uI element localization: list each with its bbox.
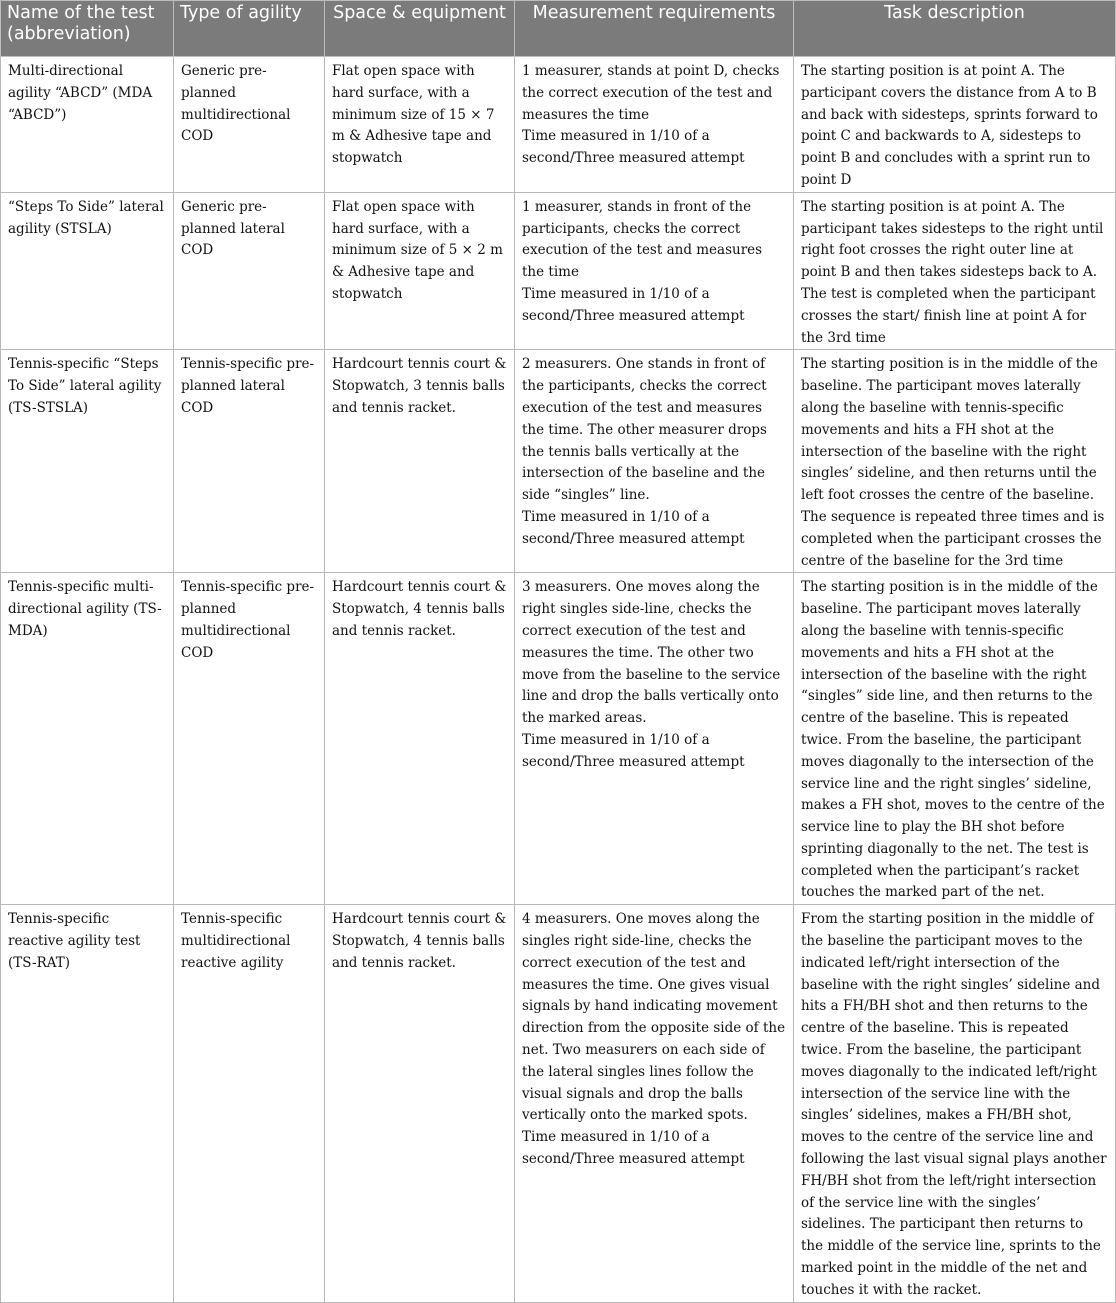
column-header-name: Name of the test (abbreviation) xyxy=(1,1,174,57)
cell-measurement xyxy=(515,573,794,905)
cell-test-name: “Steps To Side” lateral agility (STSLA) xyxy=(1,192,174,350)
cell-agility-type: Tennis-specific pre-planned multidirectional COD xyxy=(174,573,325,905)
cell-measurement xyxy=(515,350,794,573)
table-row xyxy=(1,192,1116,350)
table-row xyxy=(1,350,1116,573)
cell-task-description: The starting position is in the middle of the baseline. The participant moves laterally along the baseline with tennis-specific movements and hits a FH shot at the intersection of the baseline with the right singles’ sideline, and then returns until the left foot crosses the centre of the baseline. The sequence is repeated three times and is completed when the participant crosses the centre of the baseline for the 3rd time xyxy=(794,350,1116,573)
column-header-type: Type of agility xyxy=(174,1,325,57)
cell-space-equipment: Flat open space with hard surface, with a minimum size of 15 × 7 m & Adhesive tape and stopwatch xyxy=(325,57,515,193)
table-row xyxy=(1,573,1116,905)
measurement-text: 4 measurers. One moves along the singles right side-line, checks the correct execution of the test and measures the time. One gives visual signals by hand indicating movement direction from the opposite side of the net. Two measurers on each side of the lateral singles lines follow the visual signals and drop the balls vertically onto the marked spots. xyxy=(522,911,786,1124)
cell-measurement xyxy=(515,192,794,350)
cell-agility-type: Tennis-specific multidirectional reactive agility xyxy=(174,905,325,1302)
table-row xyxy=(1,905,1116,1302)
cell-space-equipment: Flat open space with hard surface, with a minimum size of 5 × 2 m & Adhesive tape and stopwatch xyxy=(325,192,515,350)
cell-test-name: Tennis-specific reactive agility test (TS-RAT) xyxy=(1,905,174,1302)
column-header-measurement: Measurement requirements xyxy=(515,1,794,57)
measurement-text: 3 measurers. One moves along the right singles side-line, checks the correct execution of the test and measures the time. The other two move from the baseline to the service line and drop the balls vertically onto the marked areas. xyxy=(522,579,781,727)
measurement-text: 2 measurers. One stands in front of the participants, checks the correct execution of the test and measures the time. The other measurer drops the tennis balls vertically at the intersection of the baseline and the side “singles” line. xyxy=(522,356,767,504)
cell-task-description: The starting position is at point A. The participant takes sidesteps to the right until right foot crosses the right outer line at point B and then takes sidesteps back to A. The test is completed when the participant crosses the start/ finish line at point A for the 3rd time xyxy=(794,192,1116,350)
cell-task-description: From the starting position in the middle of the baseline the participant moves to the indicated left/right intersection of the baseline with the right singles’ sideline and hits a FH/BH shot and then returns to the centre of the baseline. This is repeated twice. From the baseline, the participant moves diagonally to the indicated left/right intersection of the service line with the singles’ sidelines, makes a FH/BH shot, moves to the centre of the service line and following the last visual signal plays another FH/BH shot from the left/right intersection of the service line with the singles’ sidelines. The participant then returns to the middle of the service line, sprints to the marked point in the middle of the net and touches it with the racket. xyxy=(794,905,1116,1302)
timing-text: Time measured in 1/10 of a second/Three measured attempt xyxy=(522,1129,745,1168)
timing-text: Time measured in 1/10 of a second/Three measured attempt xyxy=(522,285,745,324)
cell-task-description: The starting position is in the middle of the baseline. The participant moves laterally along the baseline with tennis-specific movements and hits a FH shot at the intersection of the baseline with the right “singles” side line, and then returns to the centre of the baseline. This is repeated twice. From the baseline, the participant moves diagonally to the intersection of the service line and the right singles’ sideline, makes a FH shot, moves to the centre of the service line to play the BH shot before sprinting diagonally to the net. The test is completed when the participant’s racket touches the marked part of the net. xyxy=(794,573,1116,905)
cell-test-name: Tennis-specific multi-directional agility (TS-MDA) xyxy=(1,573,174,905)
cell-task-description: The starting position is at point A. The participant covers the distance from A to B and back with sidesteps, sprints forward to point C and backwards to A, sidesteps to point B and concludes with a sprint run to point D xyxy=(794,57,1116,193)
cell-agility-type: Tennis-specific pre-planned lateral COD xyxy=(174,350,325,573)
timing-text: Time measured in 1/10 of a second/Three measured attempt xyxy=(522,508,745,547)
timing-text: Time measured in 1/10 of a second/Three measured attempt xyxy=(522,731,745,770)
cell-measurement xyxy=(515,57,794,193)
header-row xyxy=(1,1,1116,57)
cell-space-equipment: Hardcourt tennis court & Stopwatch, 3 tennis balls and tennis racket. xyxy=(325,350,515,573)
cell-agility-type: Generic pre-planned multidirectional COD xyxy=(174,57,325,193)
cell-test-name: Tennis-specific “Steps To Side” lateral agility (TS-STSLA) xyxy=(1,350,174,573)
measurement-text: 1 measurer, stands at point D, checks the correct execution of the test and measures the time xyxy=(522,63,780,123)
measurement-text: 1 measurer, stands in front of the participants, checks the correct execution of the test and measures the time xyxy=(522,198,763,281)
cell-agility-type: Generic pre-planned lateral COD xyxy=(174,192,325,350)
cell-space-equipment: Hardcourt tennis court & Stopwatch, 4 tennis balls and tennis racket. xyxy=(325,905,515,1302)
cell-space-equipment: Hardcourt tennis court & Stopwatch, 4 tennis balls and tennis racket. xyxy=(325,573,515,905)
table-row xyxy=(1,57,1116,193)
cell-measurement xyxy=(515,905,794,1302)
cell-test-name: Multi-directional agility “ABCD” (MDA “ABCD”) xyxy=(1,57,174,193)
column-header-space: Space & equipment xyxy=(325,1,515,57)
timing-text: Time measured in 1/10 of a second/Three measured attempt xyxy=(522,128,745,167)
column-header-task: Task description xyxy=(794,1,1116,57)
